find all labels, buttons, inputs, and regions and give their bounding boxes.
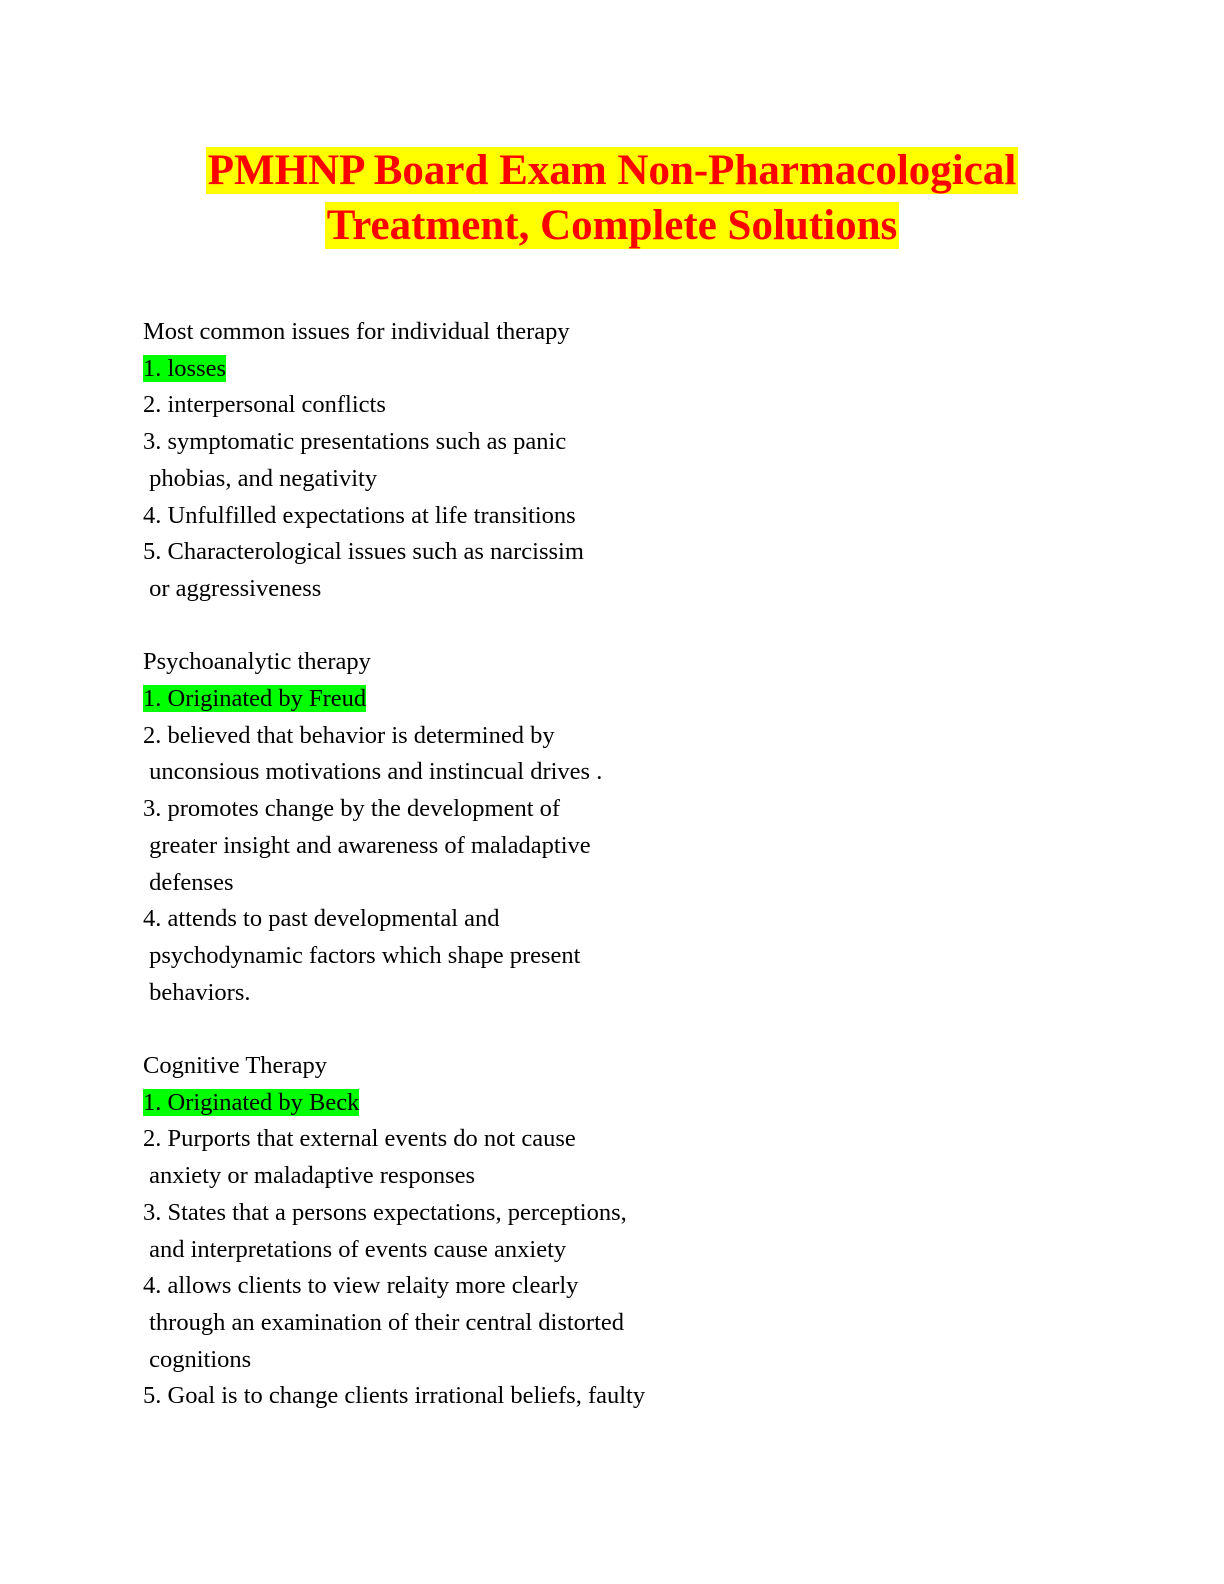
list-item: 5. Characterological issues such as narcissim [143,538,584,566]
list-item: 3. States that a persons expectations, perceptions, [143,1198,627,1226]
document-body [143,314,1143,1415]
list-item: behaviors. [143,978,251,1006]
section-individual-therapy [143,314,1143,608]
list-item: 2. Purports that external events do not cause [143,1125,576,1153]
list-item: 2. believed that behavior is determined by [143,721,555,749]
list-item: greater insight and awareness of maladaptive [143,831,591,859]
list-item: cognitions [143,1345,252,1373]
list-item: and interpretations of events cause anxiety [143,1235,567,1263]
list-item: 3. promotes change by the development of [143,795,561,823]
list-item: anxiety or maladaptive responses [143,1162,476,1190]
list-item: 4. attends to past developmental and [143,905,500,933]
list-item: 4. Unfulfilled expectations at life transitions [143,501,576,529]
title-line-1: PMHNP Board Exam Non-Pharmacological [207,147,1017,194]
list-item: or aggressiveness [143,574,322,602]
list-item: unconsious motivations and instincual drives . [143,758,603,786]
highlighted-item: 1. losses [143,354,227,382]
list-item: defenses [143,868,234,896]
section-heading: Cognitive Therapy [143,1052,327,1080]
document-title [0,143,1224,253]
section-psychoanalytic-therapy [143,644,1143,1011]
section-cognitive-therapy [143,1048,1143,1415]
list-item: psychodynamic factors which shape present [143,941,581,969]
section-heading: Psychoanalytic therapy [143,648,371,676]
title-line-2: Treatment, Complete Solutions [326,202,898,249]
list-item: 5. Goal is to change clients irrational beliefs, faulty [143,1382,646,1410]
list-item: phobias, and negativity [143,464,378,492]
list-item: 3. symptomatic presentations such as panic [143,428,567,456]
highlighted-item: 1. Originated by Freud [143,685,367,713]
highlighted-item: 1. Originated by Beck [143,1088,360,1116]
list-item: 2. interpersonal conflicts [143,391,386,419]
list-item: through an examination of their central distorted [143,1308,625,1336]
section-heading: Most common issues for individual therapy [143,318,570,345]
list-item: 4. allows clients to view relaity more clearly [143,1272,579,1300]
